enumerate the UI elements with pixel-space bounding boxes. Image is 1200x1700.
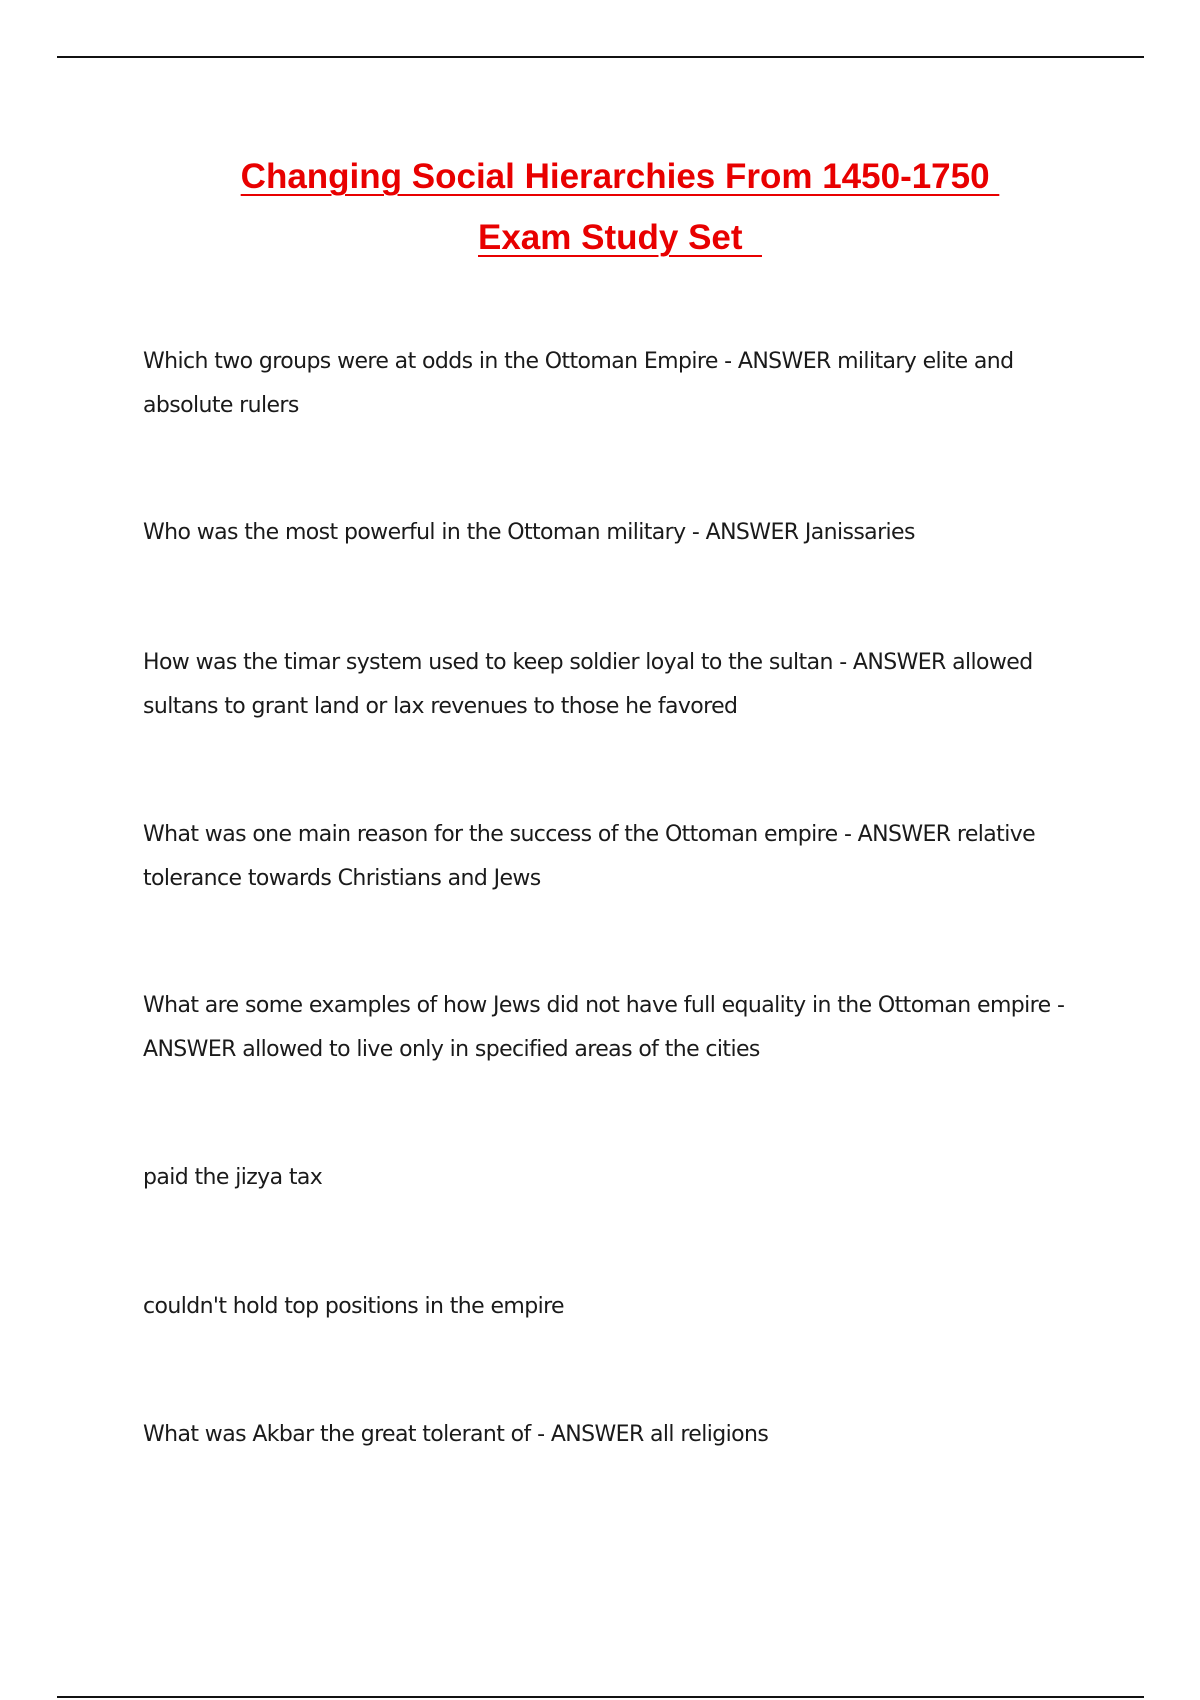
document-title [0, 146, 1200, 268]
title-line-1: Changing Social Hierarchies From 1450-1750 [240, 157, 1000, 196]
qa-entry-3-line-2: sultans to grant land or lax revenues to those he favored [143, 694, 738, 719]
top-divider [57, 56, 1144, 58]
qa-entry-1 [143, 340, 1014, 428]
qa-entry-2-line-1: Who was the most powerful in the Ottoman military - ANSWER Janissaries [143, 520, 915, 545]
qa-entry-1-line-2: absolute rulers [143, 393, 299, 418]
qa-entry-4 [143, 813, 1035, 901]
qa-entry-6 [143, 1156, 322, 1200]
qa-entry-3-line-1: How was the timar system used to keep soldier loyal to the sultan - ANSWER allowed [143, 650, 1033, 675]
qa-entry-4-line-2: tolerance towards Christians and Jews [143, 866, 541, 891]
qa-entry-6-line-1: paid the jizya tax [143, 1165, 323, 1190]
qa-entry-7-line-1: couldn't hold top positions in the empire [143, 1294, 564, 1319]
qa-entry-5-line-2: ANSWER allowed to live only in specified areas of the cities [143, 1037, 760, 1062]
qa-entry-1-line-1: Which two groups were at odds in the Ottoman Empire - ANSWER military elite and [143, 349, 1014, 374]
qa-entry-2 [143, 511, 915, 555]
qa-entry-5-line-1: What are some examples of how Jews did not have full equality in the Ottoman empire - [143, 993, 1065, 1018]
qa-entry-5 [143, 984, 1064, 1072]
bottom-divider [57, 1696, 1144, 1698]
qa-entry-8 [143, 1413, 768, 1457]
title-line-2: Exam Study Set [478, 218, 762, 257]
qa-entry-4-line-1: What was one main reason for the success of the Ottoman empire - ANSWER relative [143, 822, 1036, 847]
qa-entry-3 [143, 641, 1033, 729]
qa-entry-8-line-1: What was Akbar the great tolerant of - ANSWER all religions [143, 1422, 769, 1447]
qa-entry-7 [143, 1285, 564, 1329]
